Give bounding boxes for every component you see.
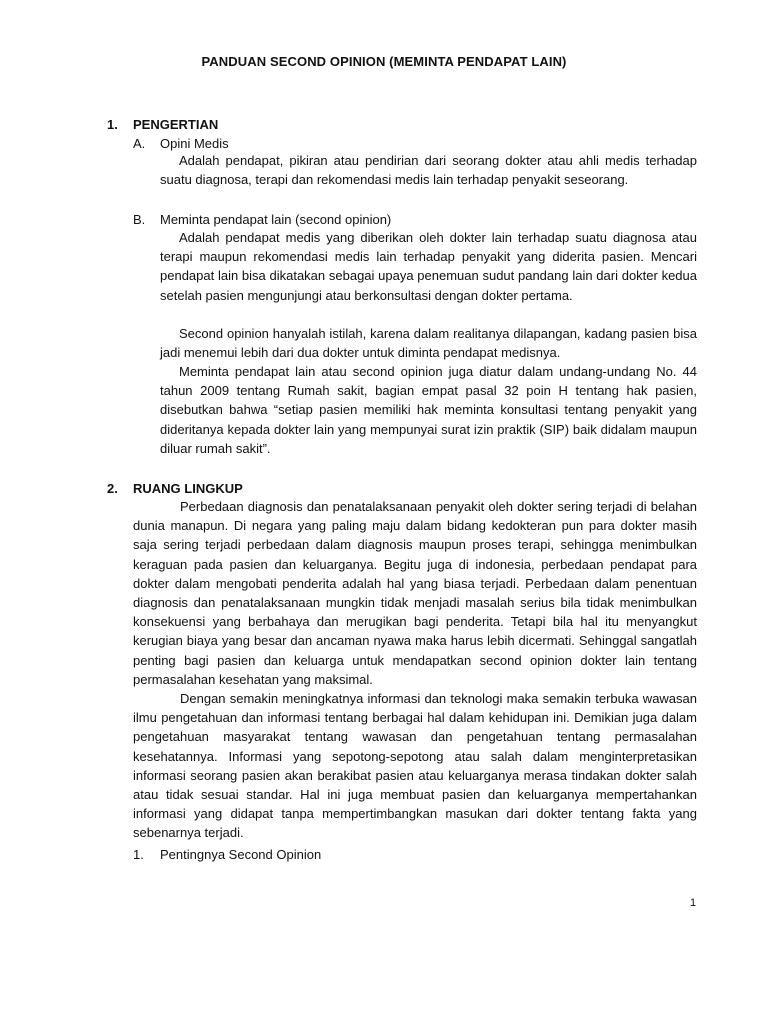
subsection-letter: A. <box>133 136 146 151</box>
list-item-label: Pentingnya Second Opinion <box>160 847 322 862</box>
document-title: PANDUAN SECOND OPINION (MEMINTA PENDAPAT LAIN) <box>201 54 567 69</box>
paragraph: Adalah pendapat, pikiran atau pendirian dari seorang dokter atau ahli medis terhadap suatu diagnosa, terapi dan rekomendasi medis lain terhadap penyakit seseorang. <box>160 153 697 188</box>
subsection-title: Opini Medis <box>160 136 229 151</box>
paragraph: Adalah pendapat medis yang diberikan oleh dokter lain terhadap suatu diagnosa atau terapi maupun rekomendasi medis lain terhadap penyakit yang diderita pasien. Mencari pendapat lain bisa dikatakan sebagai upaya penemuan sudut pandang lain dari dokter kedua setelah pasien mengunjungi atau berkonsultasi dengan dokter pertama. <box>160 230 697 303</box>
page-number: 1 <box>690 897 697 909</box>
list-item-number: 1. <box>133 847 144 862</box>
section-title: PENGERTIAN <box>133 117 219 132</box>
paragraph: Second opinion hanyalah istilah, karena dalam realitanya dilapangan, kadang pasien bisa jadi menemui lebih dari dua dokter untuk diminta pendapat medisnya. <box>160 326 697 361</box>
subsection-letter: B. <box>133 212 146 227</box>
paragraph: Meminta pendapat lain atau second opinion juga diatur dalam undang-undang No. 44 tahun 2009 tentang Rumah sakit, bagian empat pasal 32 poin H tentang hak pasien, disebutkan bahwa “setiap pasien memiliki hak meminta konsultasi tentang penyakit yang dideritanya kepada dokter lain yang mempunyai surat izin praktik (SIP) baik didalam maupun diluar rumah sakit”. <box>160 364 697 456</box>
section-number: 2. <box>107 481 118 496</box>
paragraph: Perbedaan diagnosis dan penatalaksanaan penyakit oleh dokter sering terjadi di belahan dunia manapun. Di negara yang paling maju dalam bidang kedokteran pun para dokter masih saja sering terjadi perbedaan dalam diagnosis maupun proses terapi, sehingga menimbulkan keraguan pada pasien dan keluarganya. Begitu juga di indonesia, perbedaan pendapat para dokter dalam mengobati penderita adalah hal yang biasa terjadi. Perbedaan dalam penentuan diagnosis dan penatalaksanaan mungkin tidak menjadi masalah serius bila tidak menimbulkan konsekuensi yang berbahaya dan merugikan bagi penderita. Tetapi bila hal itu menyangkut kerugian biaya yang besar dan ancaman nyawa maka harus lebih dicermati. Sehinggal sangatlah penting bagi pasien dan keluarga untuk mendapatkan second opinion dokter lain tentang permasalahan kesehatan yang maksimal. <box>133 499 697 687</box>
paragraph: Dengan semakin meningkatnya informasi dan teknologi maka semakin terbuka wawasan ilmu pengetahuan dan informasi tentang berbagai hal dalam kehidupan ini. Demikian juga dalam pengetahuan masyarakat tentang wawasan dan pengetahuan tentang permasalahan kesehatannya. Informasi yang sepotong-sepotong atau salah dalam menginterpretasikan informasi seorang pasien akan berakibat pasien atau keluarganya merasa tindakan dokter salah atau tidak sesuai standar. Hal ini juga membuat pasien dan keluarganya mempertahankan informasi yang didapat tanpa mempertimbangkan masukan dari dokter tentang fakta yang sebenarnya terjadi. <box>133 691 697 841</box>
section-title: RUANG LINGKUP <box>133 481 243 496</box>
subsection-title: Meminta pendapat lain (second opinion) <box>160 212 392 227</box>
section-number: 1. <box>107 117 118 132</box>
